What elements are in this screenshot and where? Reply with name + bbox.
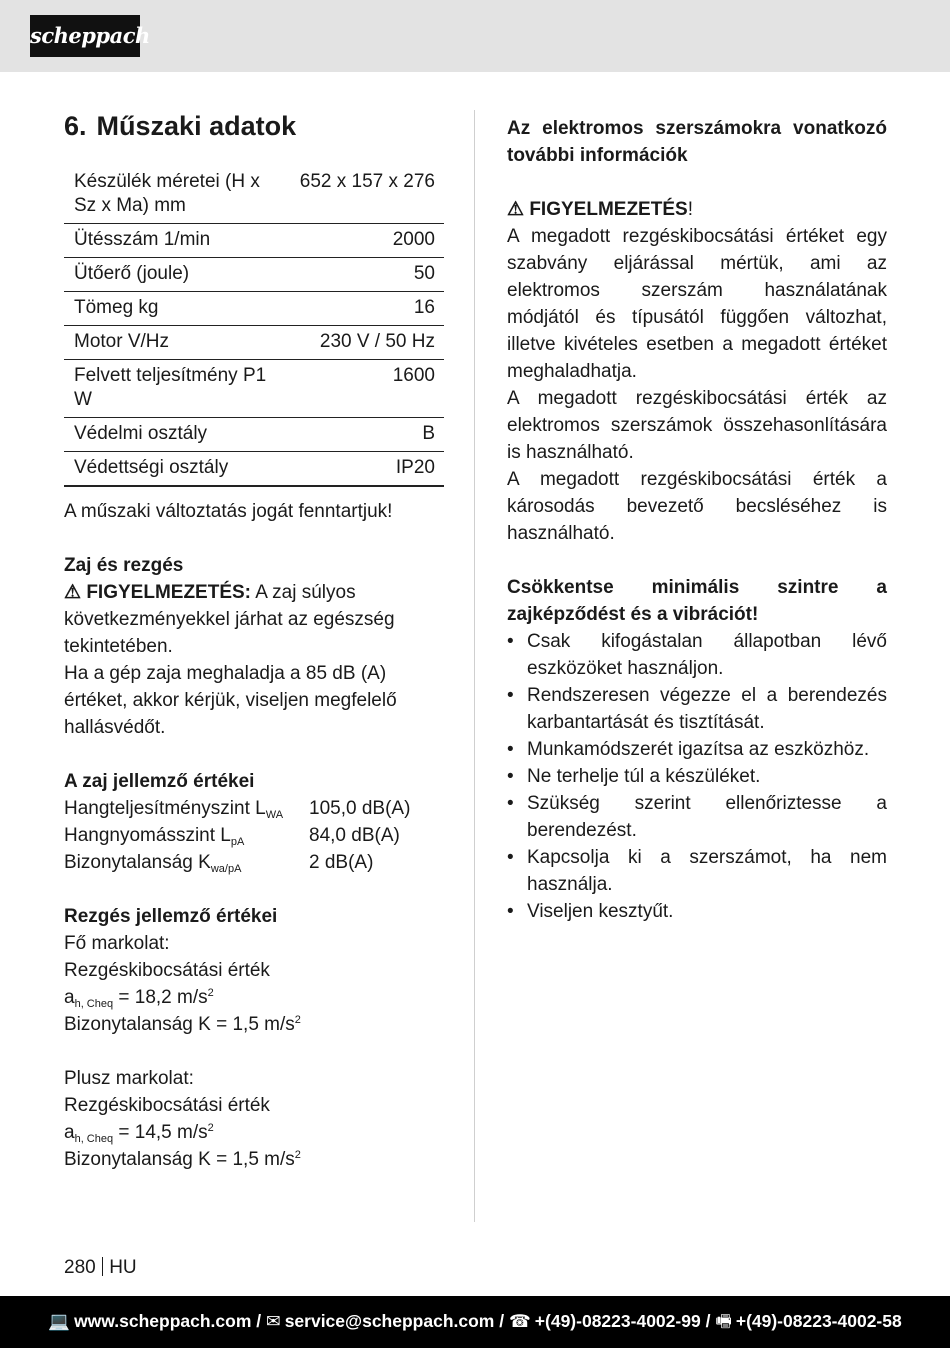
spec-value: IP20 bbox=[290, 452, 444, 487]
computer-icon: 💻 bbox=[48, 1311, 71, 1331]
list-item: • Ne terhelje túl a készüléket. bbox=[507, 766, 761, 787]
list-item: • Kapcsolja ki a szerszámot, ha nem használja. bbox=[507, 847, 887, 895]
contact-footer: 💻 www.scheppach.com / ✉ service@scheppach.com / ☎ +(49)-08223-4002-99 / 🖷 +(49)-08223-4002-58 bbox=[0, 1296, 950, 1348]
main-grip-emission-label: Rezgéskibocsátási érték bbox=[64, 960, 270, 981]
info-paragraph: A megadott rezgéskibocsátási érték az elektromos szerszámok összehasonlítására is használható. bbox=[507, 388, 887, 463]
spec-label: Készülék méretei (H x Sz x Ma) mm bbox=[64, 166, 290, 224]
spec-value: B bbox=[290, 418, 444, 452]
table-row bbox=[64, 258, 444, 292]
spec-label: Ütőerő (joule) bbox=[64, 258, 290, 292]
spec-value: 16 bbox=[290, 292, 444, 326]
list-item: • Rendszeresen végezze el a berendezés karbantartását és tisztítását. bbox=[507, 685, 887, 733]
list-item: • Csak kifogástalan állapotban lévő eszközöket használjon. bbox=[507, 631, 887, 679]
email-link[interactable]: service@scheppach.com bbox=[284, 1311, 495, 1331]
noise-label: Hangnyomásszint $L_{pA}$ bbox=[64, 825, 245, 848]
noise-value: 84,0 dB(A) bbox=[309, 825, 400, 846]
noise-value: 105,0 dB(A) bbox=[309, 798, 411, 819]
noise-warning-text: A zaj súlyos következményekkel járhat az egészség tekintetében. bbox=[64, 582, 395, 657]
warning-label: FIGYELMEZETÉS bbox=[529, 199, 688, 220]
noise-value-row bbox=[64, 795, 444, 822]
info-paragraph: A megadott rezgéskibocsátási értéket egy szabvány eljárással mértük, ami az elektromos szerszám használatának módjától és típusától függően változhat, illetve kivételes esetben a megadott értéket meghaladhatja. bbox=[507, 226, 887, 382]
extra-grip-title: Plusz markolat: bbox=[64, 1068, 194, 1089]
list-item: • Munkamódszerét igazítsa az eszközhöz. bbox=[507, 739, 870, 760]
extra-grip-emission-label: Rezgéskibocsátási érték bbox=[64, 1095, 270, 1116]
noise-values-heading: A zaj jellemző értékei bbox=[64, 771, 255, 792]
main-grip-uncertainty: Bizonytalanság K = 1,5 $m/s^2$ bbox=[64, 1014, 301, 1035]
noise-value-row bbox=[64, 822, 444, 849]
table-row bbox=[64, 418, 444, 452]
section-title-text: Műszaki adatok bbox=[96, 111, 297, 141]
noise-label: Hangteljesítményszint $L_{WA}$ bbox=[64, 798, 284, 821]
table-row bbox=[64, 224, 444, 258]
warning-line: ⚠ FIGYELMEZETÉS! bbox=[507, 199, 693, 220]
spec-value: 50 bbox=[290, 258, 444, 292]
spec-value: 2000 bbox=[290, 224, 444, 258]
warning-label: FIGYELMEZETÉS: bbox=[86, 582, 252, 603]
list-item: • Viseljen kesztyűt. bbox=[507, 901, 674, 922]
noise-heading: Zaj és rezgés bbox=[64, 555, 184, 576]
phone-icon: ☎ bbox=[508, 1311, 531, 1331]
table-row bbox=[64, 292, 444, 326]
main-grip-emission-value: $a_{h, Cheq} = 18,2$ $m/s^2$ bbox=[64, 987, 214, 1010]
right-column bbox=[507, 115, 887, 925]
scheppach-logo: scheppach bbox=[30, 15, 140, 57]
noise-advice: Ha a gép zaja meghaladja a 85 dB (A) értéket, akkor kérjük, viseljen megfelelő hallásvédőt. bbox=[64, 663, 397, 738]
noise-label: Bizonytalanság $K_{wa/pA}$ bbox=[64, 852, 242, 875]
table-row bbox=[64, 360, 444, 418]
spec-label: Motor V/Hz bbox=[64, 326, 290, 360]
phone-number[interactable]: +(49)-08223-4002-99 bbox=[534, 1311, 701, 1331]
spec-label: Védettségi osztály bbox=[64, 452, 290, 487]
table-row bbox=[64, 326, 444, 360]
page-number: 280 HU bbox=[64, 1257, 137, 1278]
spec-value: 652 x 157 x 276 bbox=[290, 166, 444, 224]
list-item: • Szükség szerint ellenőriztesse a berendezést. bbox=[507, 793, 887, 841]
reduce-heading: Csökkentse minimális szintre a zajképződést és a vibrációt! bbox=[507, 577, 887, 625]
spec-value: 230 V / 50 Hz bbox=[290, 326, 444, 360]
info-heading: Az elektromos szerszámokra vonatkozó további információk bbox=[507, 118, 887, 166]
spec-value: 1600 bbox=[290, 360, 444, 418]
main-grip-title: Fő markolat: bbox=[64, 933, 170, 954]
extra-grip-uncertainty: Bizonytalanság K = 1,5 $m/s^2$ bbox=[64, 1149, 301, 1170]
table-row bbox=[64, 166, 444, 224]
spec-label: Tömeg kg bbox=[64, 292, 290, 326]
left-column bbox=[64, 108, 444, 1173]
noise-warning bbox=[64, 579, 444, 660]
table-row bbox=[64, 452, 444, 487]
section-number: 6. bbox=[64, 111, 87, 141]
tips-list bbox=[507, 628, 887, 925]
spec-label: Ütésszám 1/min bbox=[64, 224, 290, 258]
specs-table bbox=[64, 166, 444, 487]
website-link[interactable]: www.scheppach.com bbox=[74, 1311, 252, 1331]
spec-label: Felvett teljesítmény P1 W bbox=[64, 360, 290, 418]
info-paragraph: A megadott rezgéskibocsátási érték a károsodás bevezető becsléséhez is használható. bbox=[507, 469, 887, 544]
noise-value-row bbox=[64, 849, 444, 876]
mail-icon: ✉ bbox=[266, 1311, 281, 1331]
vibration-heading: Rezgés jellemző értékei bbox=[64, 906, 278, 927]
warning-icon: ⚠ bbox=[507, 199, 525, 220]
extra-grip-emission-value: $a_{h, Cheq} = 14,5$ $m/s^2$ bbox=[64, 1122, 214, 1145]
spec-label: Védelmi osztály bbox=[64, 418, 290, 452]
fax-number: +(49)-08223-4002-58 bbox=[735, 1311, 902, 1331]
warning-icon: ⚠ bbox=[64, 582, 82, 603]
column-divider bbox=[474, 110, 475, 1222]
page-header bbox=[0, 0, 950, 72]
fax-icon: 🖷 bbox=[715, 1311, 732, 1331]
section-title bbox=[64, 108, 444, 144]
noise-value: 2 dB(A) bbox=[309, 852, 374, 873]
tech-note: A műszaki változtatás jogát fenntartjuk! bbox=[64, 501, 393, 522]
